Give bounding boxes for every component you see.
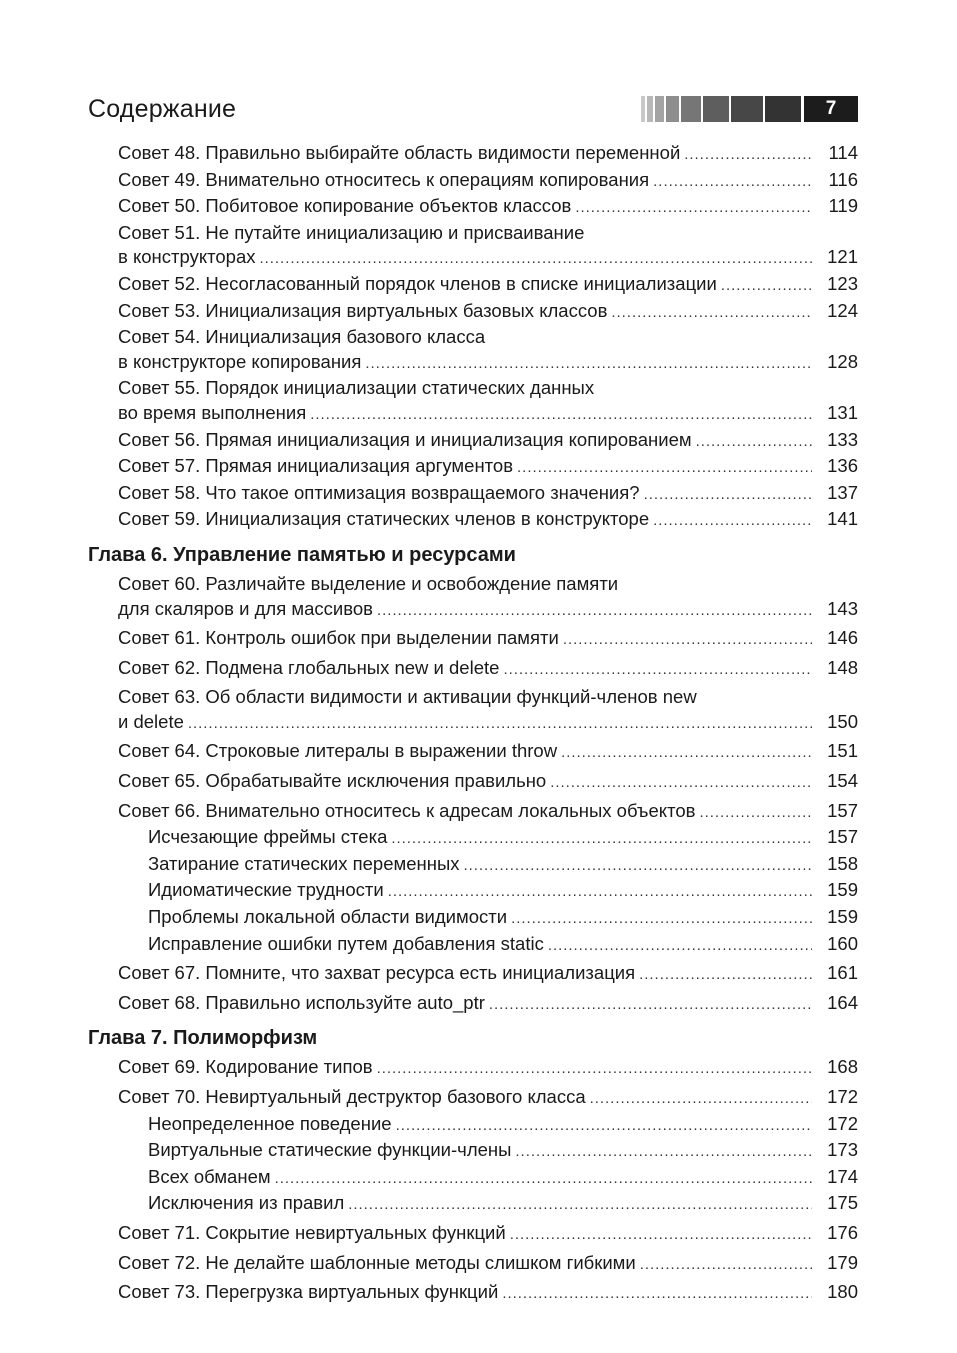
toc-entry[interactable] [88,769,858,796]
entry-title: Совет 59. Инициализация статических членов в конструкторе [118,508,650,530]
toc-entry[interactable] [88,272,858,299]
page-number: 7 [804,96,858,122]
entry-page-number: 128 [827,350,858,372]
toc-subentry[interactable] [88,825,858,852]
entry-title: в конструкторах [118,246,256,268]
entry-title: Совет 61. Контроль ошибок при выделении памяти [118,627,559,649]
entry-title: и delete [118,710,184,732]
toc-entry[interactable] [88,685,858,736]
page-header [88,94,858,124]
entry-page-number: 137 [827,481,858,503]
toc-entry[interactable] [88,572,858,623]
dot-leader [639,961,812,988]
toc-subentry[interactable] [88,878,858,905]
dot-leader [510,1221,812,1248]
toc-entry[interactable] [88,481,858,508]
entry-page-number: 176 [827,1221,858,1243]
entry-title: Совет 53. Инициализация виртуальных базовых классов [118,299,608,321]
entry-title: Совет 62. Подмена глобальных new и delete [118,656,500,678]
entry-page-number: 136 [827,455,858,477]
entry-title: для скаляров и для массивов [118,597,373,619]
toc-entry[interactable] [88,1221,858,1248]
dot-leader [563,626,812,653]
toc-subentry[interactable] [88,852,858,879]
entry-title: Совет 49. Внимательно относитесь к операциям копирования [118,168,650,190]
dot-leader [365,350,812,377]
entry-page-number: 168 [827,1056,858,1078]
entry-title: Совет 71. Сокрытие невиртуальных функций [118,1221,506,1243]
gradient-stripe [666,96,679,122]
dot-leader [721,272,812,299]
entry-title: Совет 52. Несогласованный порядок членов в списке инициализации [118,272,717,294]
dot-leader [310,401,812,428]
gradient-stripe [765,96,801,122]
gradient-stripe [703,96,729,122]
entry-title-first-line: Совет 63. Об области видимости и активации функций-членов new [118,686,697,708]
dot-leader [391,825,812,852]
entry-page-number: 172 [827,1086,858,1107]
toc-entry[interactable] [88,141,858,168]
entry-title: Совет 48. Правильно выбирайте область видимости переменной [118,142,681,163]
dot-leader [684,141,812,168]
entry-title: Совет 68. Правильно используйте auto_ptr [118,991,485,1013]
dot-leader [348,1191,812,1218]
entry-title: Затирание статических переменных [148,852,460,874]
entry-title-first-line: Совет 51. Не путайте инициализацию и присваивание [118,221,585,243]
dot-leader [275,1165,812,1192]
entry-page-number: 123 [827,272,858,294]
entry-page-number: 119 [828,195,858,217]
dot-leader [464,852,813,879]
gradient-stripe [681,96,701,122]
toc-entry[interactable] [88,626,858,653]
dot-leader [548,932,812,959]
entry-title-first-line: Совет 55. Порядок инициализации статических данных [118,377,595,399]
entry-page-number: 159 [827,906,858,928]
entry-page-number: 146 [827,627,858,649]
entry-page-number: 124 [827,299,858,321]
gradient-stripe [655,96,664,122]
toc-subentry[interactable] [88,1165,858,1192]
toc-entry[interactable] [88,1280,858,1307]
entry-page-number: 157 [827,799,858,821]
entry-title: Совет 65. Обрабатывайте исключения правильно [118,770,547,792]
entry-page-number: 173 [827,1139,858,1161]
dot-leader [561,739,812,766]
dot-leader [377,1055,812,1082]
entry-title-first-line: Совет 54. Инициализация базового класса [118,326,486,348]
toc-entry[interactable] [88,325,858,376]
entry-title: Исправление ошибки путем добавления static [148,932,544,954]
header-gradient-bar [641,96,858,122]
dot-leader [696,428,812,455]
dot-leader [388,878,812,905]
entry-page-number: 143 [827,597,858,619]
entry-page-number: 179 [827,1251,858,1273]
entry-page-number: 148 [827,656,858,678]
entry-page-number: 150 [827,710,858,732]
dot-leader [502,1280,812,1307]
entry-page-number: 154 [827,770,858,792]
toc-entry[interactable] [88,376,858,427]
gradient-stripe [641,96,645,122]
entry-title: Исчезающие фреймы стека [148,826,388,848]
entry-page-number: 158 [827,852,858,874]
toc-entry[interactable] [88,507,858,534]
toc-subentry[interactable] [88,1112,858,1139]
entry-title: Совет 73. Перегрузка виртуальных функций [118,1281,499,1303]
entry-title: Проблемы локальной области видимости [148,906,508,928]
entry-title: Совет 67. Помните, что захват ресурса есть инициализация [118,962,636,984]
entry-title: в конструкторе копирования [118,350,362,372]
chapter-heading: Глава 7. Полиморфизм [88,1027,318,1050]
entry-title: Совет 58. Что такое оптимизация возвращаемого значения? [118,481,640,503]
dot-leader [503,656,812,683]
toc-entry[interactable] [88,739,858,766]
entry-title: Совет 66. Внимательно относитесь к адресам локальных объектов [118,799,696,821]
dot-leader [515,1138,812,1165]
toc-entry[interactable] [88,991,858,1018]
entry-title: Всех обманем [148,1165,271,1187]
entry-page-number: 160 [827,932,858,954]
page-title: Содержание [88,95,237,123]
entry-title: во время выполнения [118,401,307,423]
toc-entry[interactable] [88,194,858,221]
dot-leader [699,799,812,826]
entry-page-number: 121 [827,246,858,268]
entry-title: Исключения из правил [148,1192,345,1214]
entry-page-number: 116 [828,168,858,190]
toc-entry[interactable] [88,428,858,455]
entry-title: Совет 57. Прямая инициализация аргументов [118,455,514,477]
entry-page-number: 159 [827,879,858,901]
toc-entry[interactable] [88,299,858,326]
entry-page-number: 174 [827,1165,858,1187]
toc-entry[interactable] [88,1085,858,1112]
entry-page-number: 151 [827,740,858,762]
entry-page-number: 114 [828,142,858,163]
entry-title: Совет 72. Не делайте шаблонные методы слишком гибкими [118,1251,636,1273]
dot-leader [188,710,812,737]
entry-title: Совет 50. Побитовое копирование объектов классов [118,195,572,217]
toc-entry[interactable] [88,1055,858,1082]
dot-leader [396,1112,812,1139]
entry-page-number: 157 [827,826,858,848]
toc-entry[interactable] [88,1251,858,1278]
dot-leader [575,194,812,221]
entry-title: Совет 70. Невиртуальный деструктор базового класса [118,1086,586,1107]
dot-leader [511,905,812,932]
gradient-stripe [731,96,763,122]
entry-title: Совет 56. Прямая инициализация и инициализация копированием [118,428,692,450]
dot-leader [611,299,812,326]
entry-page-number: 141 [827,508,858,530]
dot-leader [550,769,812,796]
gradient-stripe [647,96,653,122]
toc-entry[interactable] [88,656,858,683]
entry-title: Совет 69. Кодирование типов [118,1056,373,1078]
entry-title: Виртуальные статические функции-члены [148,1139,512,1161]
chapter-heading: Глава 6. Управление памятью и ресурсами [88,543,516,566]
entry-page-number: 172 [827,1112,858,1134]
dot-leader [377,597,812,624]
toc-subentry[interactable] [88,1138,858,1165]
dot-leader [517,454,812,481]
toc-entry[interactable] [88,454,858,481]
dot-leader [489,991,812,1018]
toc-entry[interactable] [88,221,858,272]
entry-title: Идиоматические трудности [148,879,384,901]
entry-page-number: 175 [827,1192,858,1214]
dot-leader [260,245,812,272]
dot-leader [653,168,812,195]
dot-leader [640,1251,812,1278]
toc-subentry[interactable] [88,905,858,932]
toc-entry[interactable] [88,799,858,826]
toc-subentry[interactable] [88,1191,858,1218]
entry-page-number: 131 [827,401,858,423]
entry-page-number: 164 [827,991,858,1013]
table-of-contents [88,141,858,1307]
dot-leader [653,507,812,534]
toc-entry[interactable] [88,168,858,195]
entry-title-first-line: Совет 60. Различайте выделение и освобождение памяти [118,572,619,594]
dot-leader [590,1085,812,1112]
entry-page-number: 161 [827,962,858,984]
toc-entry[interactable] [88,961,858,988]
entry-title: Неопределенное поведение [148,1112,392,1134]
toc-subentry[interactable] [88,932,858,959]
entry-page-number: 180 [827,1281,858,1303]
entry-title: Совет 64. Строковые литералы в выражении throw [118,740,558,762]
dot-leader [644,481,812,508]
entry-page-number: 133 [827,428,858,450]
